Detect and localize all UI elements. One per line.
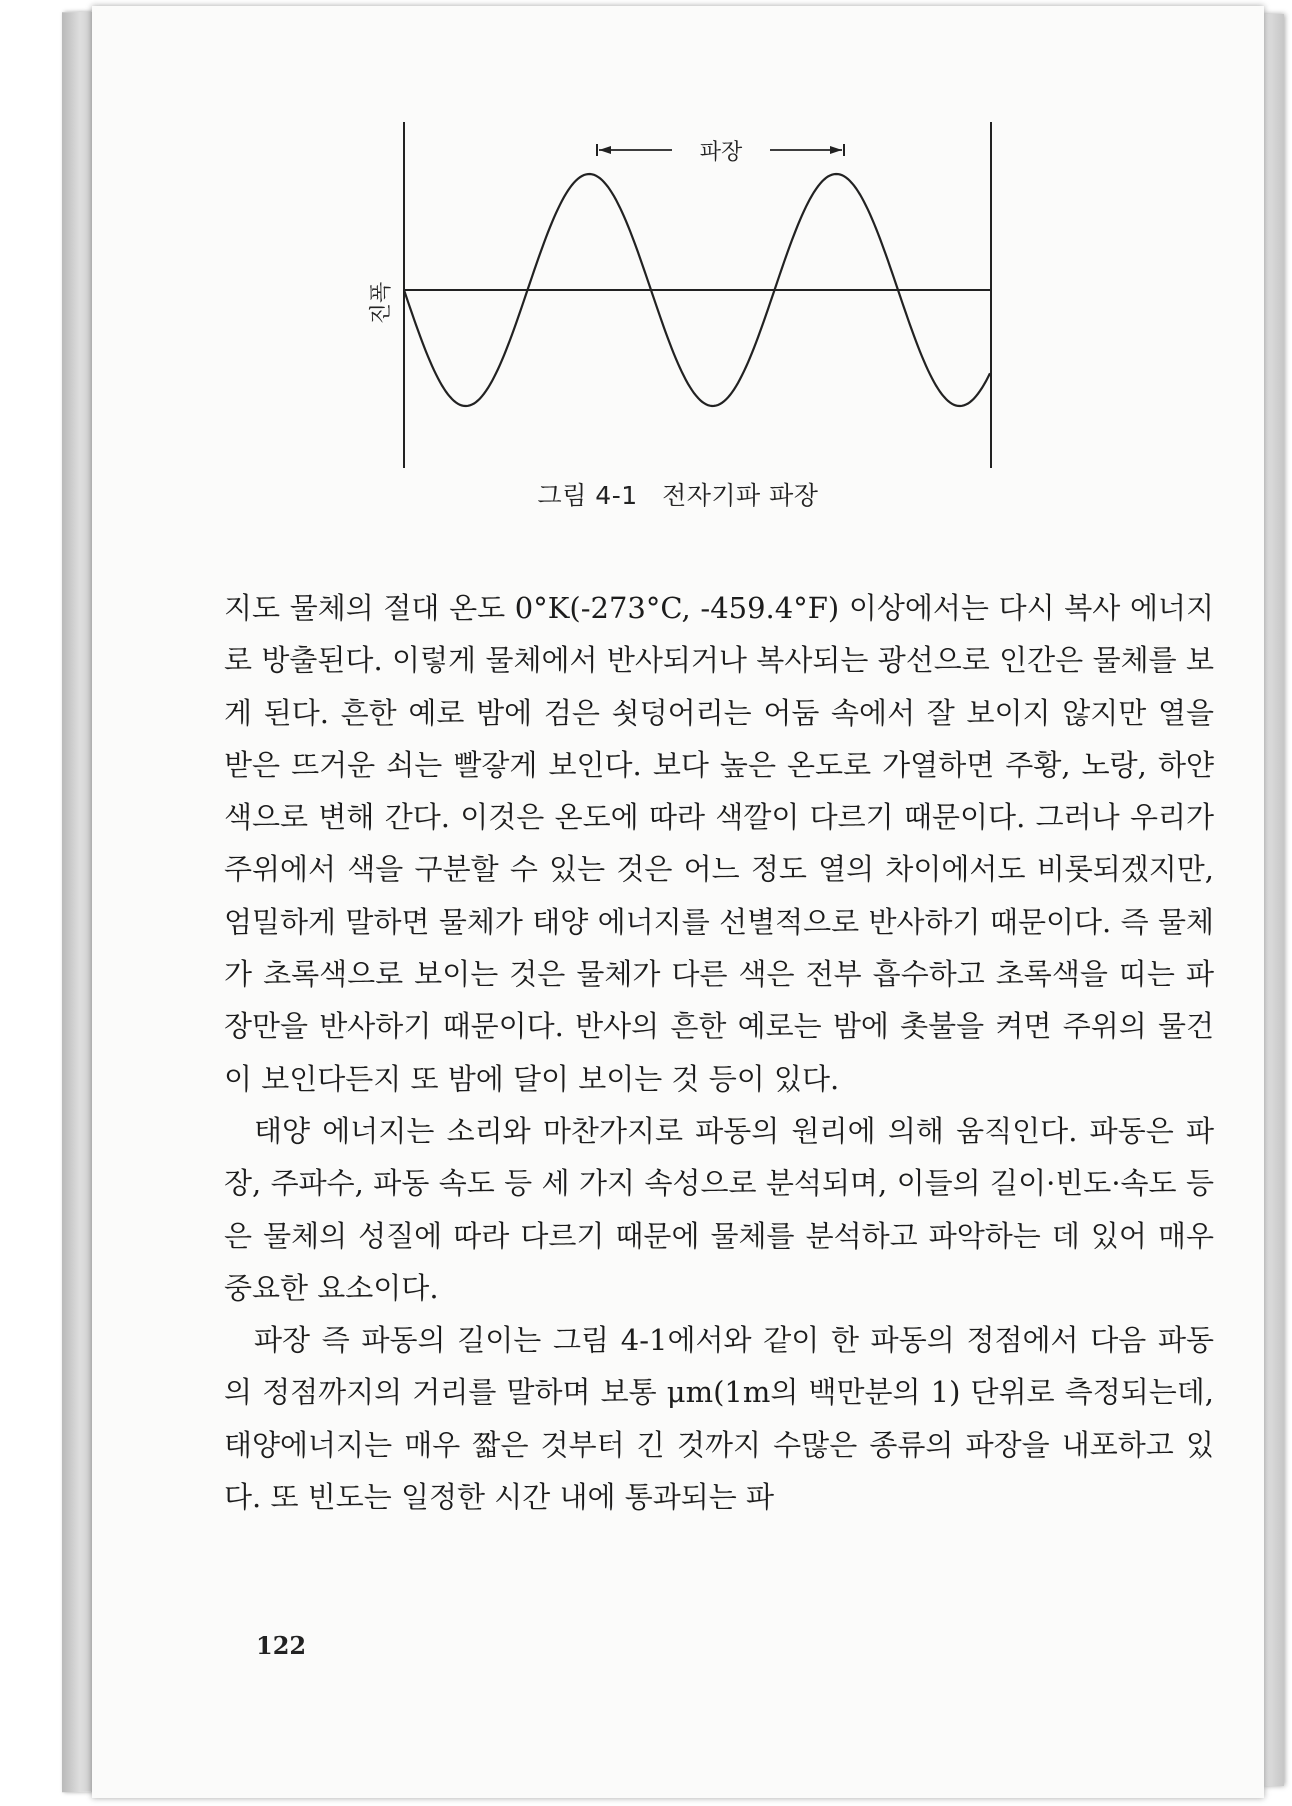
wave-diagram bbox=[92, 6, 1264, 546]
book-page-edge bbox=[1262, 14, 1284, 1786]
figure-caption-title: 전자기파 파장 bbox=[662, 481, 819, 510]
paragraph: 태양 에너지는 소리와 마찬가지로 파동의 원리에 의해 움직인다. 파동은 파장, 주파수, 파동 속도 등 세 가지 속성으로 분석되며, 이들의 길이·빈도·속도 등은 물체의 성질에 따라 다르기 때문에 물체를 분석하고 파악하는 데 있어 매우 중요한 요소이다. bbox=[224, 1113, 1214, 1305]
wavelength-arrowhead-left bbox=[599, 146, 611, 154]
figure-caption bbox=[92, 476, 1264, 512]
paragraph: 지도 물체의 절대 온도 0°K(-273°C, -459.4°F) 이상에서는 다시 복사 에너지로 방출된다. 이렇게 물체에서 반사되거나 복사되는 광선으로 인간은 물체를 보게 된다. 흔한 예로 밤에 검은 쇳덩어리는 어둠 속에서 잘 보이지 않지만 열을 받은 뜨거운 쇠는 빨갛게 보인다. 보다 높은 온도로 가열하면 주황, 노랑, 하얀색으로 변해 간다. 이것은 온도에 따라 색깔이 다르기 때문이다. 그러나 우리가 주위에서 색을 구분할 수 있는 것은 어느 정도 열의 차이에서도 비롯되겠지만, 엄밀하게 말하면 물체가 태양 에너지를 선별적으로 반사하기 때문이다. 즉 물체가 초록색으로 보이는 것은 물체가 다른 색은 전부 흡수하고 초록색을 띠는 파장만을 반사하기 때문이다. 반사의 흔한 예로는 밤에 촛불을 켜면 주위의 물건이 보인다든지 또 밤에 달이 보이는 것 등이 있다. bbox=[224, 591, 1214, 1096]
page-number: 122 bbox=[256, 1631, 307, 1660]
book-spine bbox=[62, 12, 92, 1793]
book-page bbox=[92, 6, 1264, 1798]
amplitude-label: 진폭 bbox=[369, 281, 394, 325]
wave-figure bbox=[92, 6, 1264, 546]
paragraph: 파장 즉 파동의 길이는 그림 4-1에서와 같이 한 파동의 정점에서 다음 파동의 정점까지의 거리를 말하며 보통 μm(1m의 백만분의 1) 단위로 측정되는데, 태양에너지는 매우 짧은 것부터 긴 것까지 수많은 종류의 파장을 내포하고 있다. 또 빈도는 일정한 시간 내에 통과되는 파 bbox=[224, 1323, 1214, 1515]
wavelength-label: 파장 bbox=[699, 140, 743, 165]
figure-caption-number: 그림 4-1 bbox=[537, 481, 638, 510]
body-text bbox=[224, 582, 1214, 1523]
wavelength-arrowhead-right bbox=[830, 146, 842, 154]
